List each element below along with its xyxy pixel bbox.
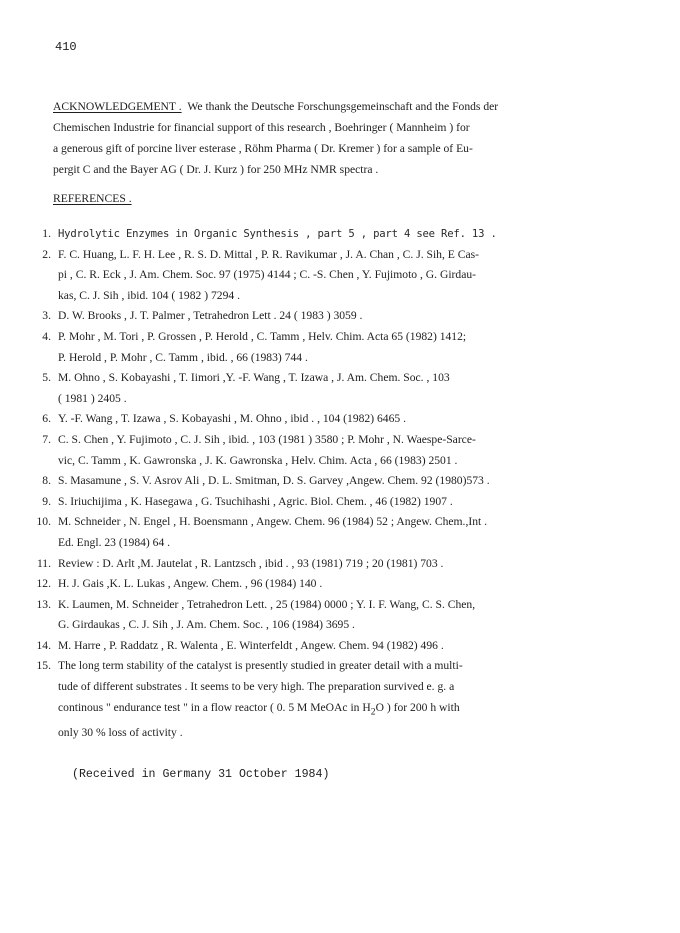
acknowledgement-heading: ACKNOWLEDGEMENT . bbox=[53, 100, 182, 113]
ack-line-4: pergit C and the Bayer AG ( Dr. J. Kurz ) for 250 MHz NMR spectra . bbox=[53, 163, 379, 176]
reference-number: 12. bbox=[36, 577, 51, 591]
reference-item bbox=[25, 306, 635, 327]
reference-line: Review : D. Arlt ,M. Jautelat , R. Lantzsch , ibid . , 93 (1981) 719 ; 20 (1981) 703 . bbox=[58, 556, 444, 570]
reference-item bbox=[25, 224, 635, 245]
reference-number: 8. bbox=[42, 474, 51, 488]
reference-line: tude of different substrates . It seems to be very high. The preparation survived e. g. a bbox=[58, 680, 455, 694]
reference-line: only 30 % loss of activity . bbox=[58, 725, 183, 739]
reference-number: 15. bbox=[36, 659, 51, 673]
reference-number: 14. bbox=[36, 638, 51, 652]
ack-line-2: Chemischen Industrie for financial support of this research , Boehringer ( Mannheim ) for bbox=[53, 121, 470, 134]
reference-line: vic, C. Tamm , K. Gawronska , J. K. Gawronska , Helv. Chim. Acta , 66 (1983) 2501 . bbox=[58, 453, 458, 467]
reference-item bbox=[25, 656, 635, 743]
reference-line: M. Ohno , S. Kobayashi , T. Iimori ,Y. -F. Wang , T. Izawa , J. Am. Chem. Soc. , 103 bbox=[58, 371, 450, 385]
reference-line: D. W. Brooks , J. T. Palmer , Tetrahedron Lett . 24 ( 1983 ) 3059 . bbox=[58, 309, 363, 323]
reference-item bbox=[25, 595, 635, 636]
ack-line-3: a generous gift of porcine liver esterase , Röhm Pharma ( Dr. Kremer ) for a sample of Eu- bbox=[53, 142, 473, 155]
reference-line: The long term stability of the catalyst is presently studied in greater detail with a multi- bbox=[58, 659, 463, 673]
reference-line: M. Harre , P. Raddatz , R. Walenta , E. Winterfeldt , Angew. Chem. 94 (1982) 496 . bbox=[58, 638, 444, 652]
reference-line: P. Herold , P. Mohr , C. Tamm , ibid. , 66 (1983) 744 . bbox=[58, 350, 308, 364]
reference-number: 6. bbox=[42, 412, 51, 426]
acknowledgement-paragraph bbox=[53, 96, 628, 180]
reference-item bbox=[25, 574, 635, 595]
reference-number: 13. bbox=[36, 597, 51, 611]
page-number: 410 bbox=[55, 40, 77, 54]
reference-line: F. C. Huang, L. F. H. Lee , R. S. D. Mittal , P. R. Ravikumar , J. A. Chan , C. J. Sih, E Cas- bbox=[58, 247, 480, 261]
reference-line: Hydrolytic Enzymes in Organic Synthesis , part 5 , part 4 see Ref. 13 . bbox=[58, 228, 497, 240]
reference-number: 5. bbox=[42, 371, 51, 385]
reference-line: S. Iriuchijima , K. Hasegawa , G. Tsuchihashi , Agric. Biol. Chem. , 46 (1982) 1907 . bbox=[58, 494, 453, 508]
reference-number: 1. bbox=[42, 227, 51, 240]
reference-number: 11. bbox=[36, 556, 51, 570]
reference-item bbox=[25, 409, 635, 430]
reference-number: 4. bbox=[42, 329, 51, 343]
reference-line: continous " endurance test " in a flow reactor ( 0. 5 M MeOAc in $H_2O$ ) for 200 h with bbox=[58, 700, 460, 717]
reference-line: Ed. Engl. 23 (1984) 64 . bbox=[58, 535, 171, 549]
reference-item bbox=[25, 471, 635, 492]
reference-item bbox=[25, 636, 635, 657]
reference-item bbox=[25, 554, 635, 575]
reference-line: kas, C. J. Sih , ibid. 104 ( 1982 ) 7294 . bbox=[58, 288, 240, 302]
reference-number: 3. bbox=[42, 309, 51, 323]
reference-line: G. Girdaukas , C. J. Sih , J. Am. Chem. Soc. , 106 (1984) 3695 . bbox=[58, 618, 355, 632]
reference-number: 10. bbox=[36, 515, 51, 529]
reference-item bbox=[25, 512, 635, 553]
reference-line: P. Mohr , M. Tori , P. Grossen , P. Herold , C. Tamm , Helv. Chim. Acta 65 (1982) 1412; bbox=[58, 329, 467, 343]
reference-line: M. Schneider , N. Engel , H. Boensmann , Angew. Chem. 96 (1984) 52 ; Angew. Chem.,Int . bbox=[58, 515, 488, 529]
reference-line: Y. -F. Wang , T. Izawa , S. Kobayashi , M. Ohno , ibid . , 104 (1982) 6465 . bbox=[58, 412, 406, 426]
reference-item bbox=[25, 368, 635, 409]
reference-item bbox=[25, 492, 635, 513]
reference-item bbox=[25, 430, 635, 471]
subscript-2: 2 bbox=[370, 705, 376, 717]
reference-number: 2. bbox=[42, 247, 51, 261]
reference-line: pi , C. R. Eck , J. Am. Chem. Soc. 97 (1975) 4144 ; C. -S. Chen , Y. Fujimoto , G. Girdau- bbox=[58, 268, 477, 282]
reference-line: ( 1981 ) 2405 . bbox=[58, 391, 127, 405]
ack-line-1: ACKNOWLEDGEMENT . We thank the Deutsche Forschungsgemeinschaft and the Fonds der bbox=[53, 100, 499, 113]
reference-number: 7. bbox=[42, 432, 51, 446]
received-date: (Received in Germany 31 October 1984) bbox=[72, 768, 330, 781]
reference-line: C. S. Chen , Y. Fujimoto , C. J. Sih , ibid. , 103 (1981 ) 3580 ; P. Mohr , N. Waespe-Sarce- bbox=[58, 432, 476, 446]
reference-line: S. Masamune , S. V. Asrov Ali , D. L. Smitman, D. S. Garvey ,Angew. Chem. 92 (1980)573 . bbox=[58, 474, 490, 488]
reference-item bbox=[25, 245, 635, 307]
reference-line: H. J. Gais ,K. L. Lukas , Angew. Chem. , 96 (1984) 140 . bbox=[58, 577, 323, 591]
reference-line: K. Laumen, M. Schneider , Tetrahedron Lett. , 25 (1984) 0000 ; Y. I. F. Wang, C. S. Chen, bbox=[58, 597, 476, 611]
references-list bbox=[25, 224, 635, 743]
reference-item bbox=[25, 327, 635, 368]
references-heading: REFERENCES . bbox=[53, 192, 132, 205]
reference-number: 9. bbox=[42, 494, 51, 508]
